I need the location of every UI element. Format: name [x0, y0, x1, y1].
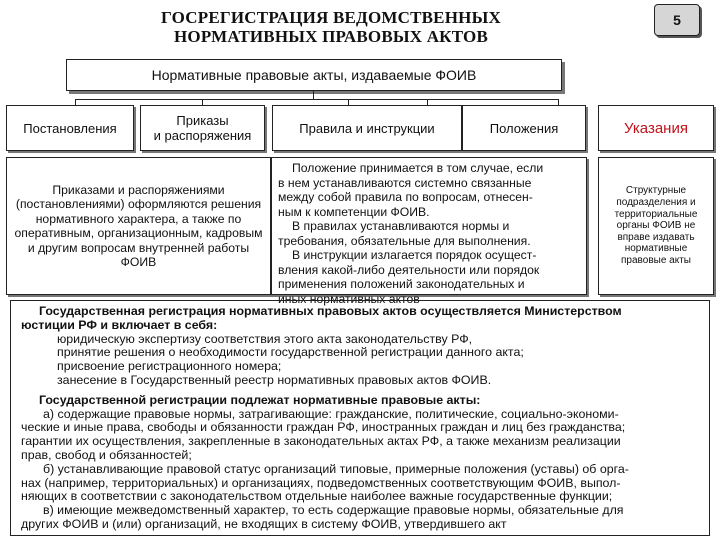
slide-title-line-1: ГОСРЕГИСТРАЦИЯ ВЕДОМСТВЕННЫХ	[161, 8, 501, 27]
connector-bar	[75, 99, 558, 100]
rules-line-5: В правилах устанавливаются нормы и	[292, 219, 510, 233]
category-regulations: Положения	[462, 105, 586, 151]
subject-line: в) имеющие межведомственный характер, то есть содержащие правовые нормы, обязательные для	[43, 503, 624, 518]
rules-line-8: вления какой-либо деятельности или порядок	[278, 262, 540, 277]
category-rules-instructions: Правила и инструкции	[272, 105, 462, 151]
connector-trunk	[313, 91, 314, 99]
category-orders	[140, 105, 265, 151]
slide-title-line-2: НОРМАТИВНЫХ ПРАВОВЫХ АКТОВ	[174, 27, 488, 46]
description-rules-regulations	[271, 157, 587, 306]
rules-line-3: между собой правила по вопросам, отнесен-	[278, 190, 533, 204]
subject-line: няющих в соответствии с законодательством отдельные наиболее важные государственные функции;	[21, 489, 613, 504]
rules-line-6: требования, обязательные для выполнения.	[278, 233, 531, 248]
rules-line-10: иных нормативных актов	[278, 291, 420, 306]
rules-line-4: ным к компетенции ФОИВ.	[278, 204, 430, 219]
subject-line: б) устанавливающие правовой статус организаций типовые, примерные положения (уставы) об орга-	[43, 461, 629, 476]
registration-item: занесение в Государственный реестр нормативных правовых актов ФОИВ.	[57, 372, 492, 387]
rules-line-9: применения положений законодательных и	[278, 277, 525, 291]
registration-item: присвоение регистрационного номера;	[57, 359, 282, 374]
description-orders: Приказами и распоряжениями (постановлениями) оформляются решения нормативного характера, а также по оперативным, организационным, кадровым и другим вопросам внутренней работы ФОИВ	[6, 157, 271, 295]
subject-line: ческие и иные права, свободы и обязанности граждан РФ, иностранных граждан и лиц без гражданства;	[21, 420, 626, 435]
slide-title	[96, 8, 566, 46]
subject-line: прав, свобод и обязанностей;	[21, 447, 192, 462]
rules-line-1: Положение принимается в том случае, если	[292, 161, 544, 175]
registration-item: принятие решения о необходимости государственной регистрации данного акта;	[57, 345, 524, 360]
category-resolutions: Постановления	[6, 105, 134, 151]
subject-line: нах (например, территориальных) и организациях, подведомственных соответствующим ФОИВ, выпол-	[21, 475, 621, 490]
registration-item: юридическую экспертизу соответствия этого акта законодательству РФ,	[57, 331, 473, 346]
description-instructions: Структурные подразделения и территориальные органы ФОИВ не вправе издавать нормативные правовые акты	[598, 157, 714, 295]
top-box-acts: Нормативные правовые акты, издаваемые ФОИВ	[66, 59, 562, 91]
registration-block	[10, 300, 710, 536]
rules-line-2: в нем устанавливаются системно связанные	[278, 175, 532, 190]
rules-line-7: В инструкции излагается порядок осущест-	[292, 248, 537, 262]
subject-line: а) содержащие правовые нормы, затрагивающие: гражданские, политические, социально-экономи-	[43, 406, 619, 421]
category-orders-label: Приказы и распоряжения	[153, 113, 252, 143]
registration-heading-line-2: юстиции РФ и включает в себя:	[21, 317, 218, 332]
subject-heading: Государственной регистрации подлежат нормативные правовые акты:	[39, 392, 481, 407]
registration-heading-line-1: Государственная регистрация нормативных правовых актов осуществляется Министерством	[39, 304, 622, 318]
subject-line: гарантии их осуществления, закрепленные в законодательных актах РФ, а также механизм реализации	[21, 434, 621, 449]
page-number-badge: 5	[654, 4, 700, 36]
category-instructions: Указания	[598, 105, 714, 151]
subject-line: других ФОИВ и (или) организаций, не входящих в систему ФОИВ, утвердившего акт	[21, 516, 507, 531]
